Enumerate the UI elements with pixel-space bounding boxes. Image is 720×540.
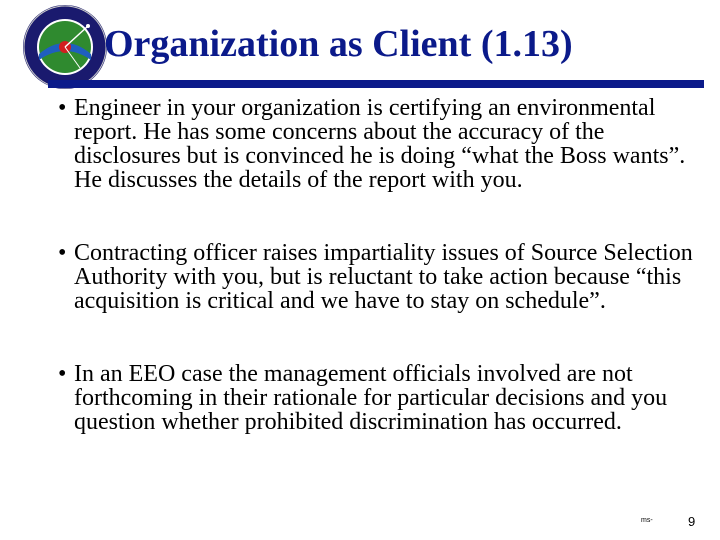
list-item bbox=[58, 96, 708, 192]
page-number: 9 bbox=[688, 514, 696, 529]
bullet-icon: • bbox=[58, 240, 67, 266]
bullet-icon: • bbox=[58, 361, 67, 387]
title-divider bbox=[48, 80, 704, 88]
bullet-text: Contracting officer raises impartiality issues of Source Selection Authority with you, but is reluctant to take action because “this acquisition is critical and we have to stay on schedule”. bbox=[74, 240, 693, 314]
bullet-list bbox=[58, 96, 708, 483]
list-item bbox=[58, 241, 708, 313]
footer-code: ms- bbox=[641, 517, 653, 524]
agency-seal-icon bbox=[20, 2, 110, 92]
bullet-text: In an EEO case the management officials involved are not forthcoming in their rationale for particular decisions and you question whether prohibited discrimination has occurred. bbox=[74, 361, 668, 435]
page-title: Organization as Client (1.13) bbox=[104, 23, 573, 65]
bullet-text: Engineer in your organization is certifying an environmental report. He has some concerns about the accuracy of the disclosures but is convinced he is doing “what the Boss wants”. He discusses the details of the report with you. bbox=[74, 95, 686, 193]
bullet-icon: • bbox=[58, 95, 67, 121]
list-item bbox=[58, 362, 708, 434]
